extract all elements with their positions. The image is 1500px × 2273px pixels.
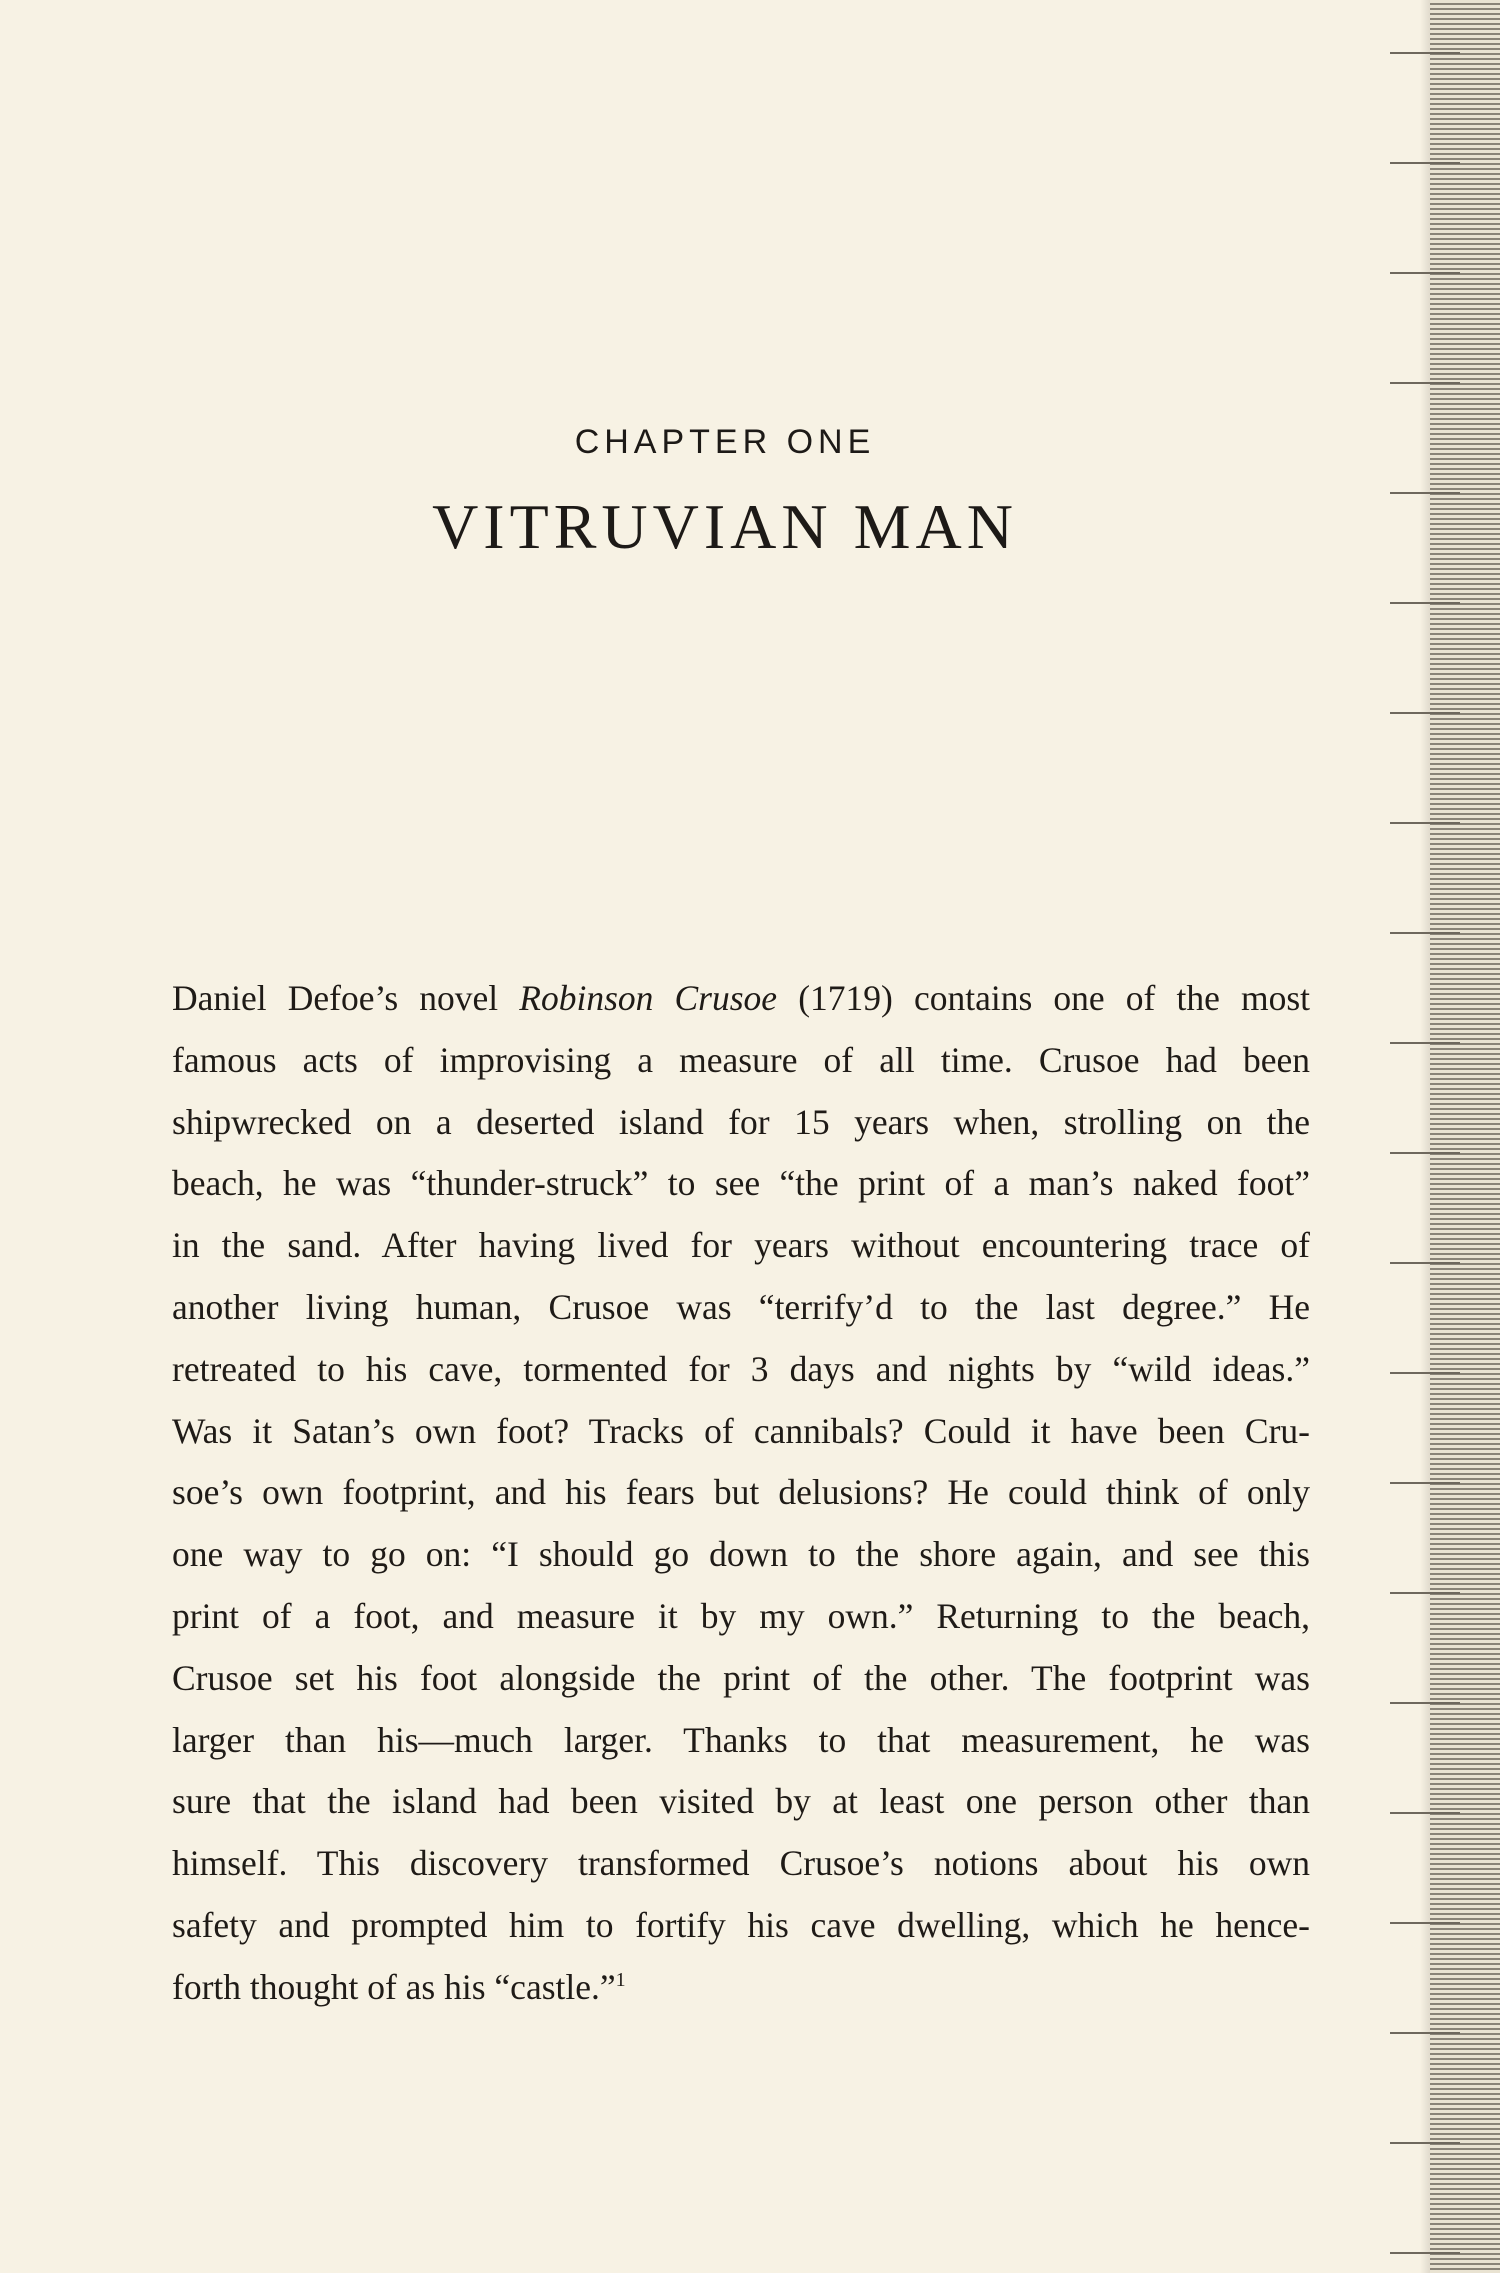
page-edge-tick bbox=[1390, 2032, 1460, 2034]
text-line: soe’s own footprint, and his fears but delusions? He could think of only bbox=[172, 1472, 1310, 1513]
text-line: famous acts of improvising a measure of all time. Crusoe had been bbox=[172, 1039, 1310, 1080]
chapter-title: VITRUVIAN MAN bbox=[432, 491, 1018, 562]
text-line: larger than his—much larger. Thanks to that measurement, he was bbox=[172, 1719, 1310, 1760]
page-edge-tick bbox=[1390, 1922, 1460, 1924]
page-edge-tick bbox=[1390, 272, 1460, 274]
page-edge-tick bbox=[1390, 2142, 1460, 2144]
page-edge-stack bbox=[1430, 0, 1500, 2273]
text-line: in the sand. After having lived for years without encountering trace of bbox=[172, 1225, 1310, 1266]
page-edge-tick bbox=[1390, 2252, 1460, 2254]
text-line: beach, he was “thunder-struck” to see “the print of a man’s naked foot” bbox=[172, 1163, 1310, 1204]
page-edge-tick bbox=[1390, 1372, 1460, 1374]
text-line: one way to go on: “I should go down to the shore again, and see this bbox=[172, 1534, 1310, 1575]
page-edge-tick bbox=[1390, 52, 1460, 54]
page-edge-shadow bbox=[1420, 0, 1430, 2273]
page-edge-tick bbox=[1390, 712, 1460, 714]
page-edge-tick bbox=[1390, 602, 1460, 604]
text-line: print of a foot, and measure it by my own.” Returning to the beach, bbox=[172, 1595, 1310, 1636]
page-edge-tick bbox=[1390, 1702, 1460, 1704]
page-edge-tick bbox=[1390, 1592, 1460, 1594]
page-edge-tick bbox=[1390, 1482, 1460, 1484]
text-line: Crusoe set his foot alongside the print of the other. The footprint was bbox=[172, 1657, 1310, 1698]
text-line: sure that the island had been visited by at least one person other than bbox=[172, 1781, 1310, 1822]
page-edge-tick bbox=[1390, 932, 1460, 934]
page-edge-tick bbox=[1390, 1152, 1460, 1154]
text-line: Daniel Defoe’s novel Robinson Crusoe (1719) contains one of the most bbox=[172, 978, 1310, 1018]
body-paragraph bbox=[172, 968, 1310, 2019]
page-edge-tick bbox=[1390, 492, 1460, 494]
page-edge-tick bbox=[1390, 1042, 1460, 1044]
page-edge-tick bbox=[1390, 1262, 1460, 1264]
chapter-label: CHAPTER ONE bbox=[574, 423, 876, 461]
text-line: shipwrecked on a deserted island for 15 years when, strolling on the bbox=[172, 1101, 1310, 1142]
book-title: Robinson Crusoe bbox=[519, 978, 778, 1018]
page-edge-tick bbox=[1390, 1812, 1460, 1814]
page-edge-tick bbox=[1390, 162, 1460, 164]
text-line: himself. This discovery transformed Crusoe’s notions about his own bbox=[172, 1843, 1310, 1884]
page-edge-tick bbox=[1390, 822, 1460, 824]
footnote-marker[interactable]: 1 bbox=[615, 1968, 626, 1991]
text-line: safety and prompted him to fortify his cave dwelling, which he hence- bbox=[172, 1904, 1310, 1945]
text-line: Was it Satan’s own foot? Tracks of cannibals? Could it have been Cru- bbox=[172, 1410, 1310, 1451]
page-edge-tick bbox=[1390, 382, 1460, 384]
text-line: forth thought of as his “castle.”$^1$ bbox=[172, 1966, 626, 2007]
text-line: retreated to his cave, tormented for 3 days and nights by “wild ideas.” bbox=[172, 1348, 1310, 1389]
text-line: another living human, Crusoe was “terrify’d to the last degree.” He bbox=[172, 1286, 1310, 1327]
